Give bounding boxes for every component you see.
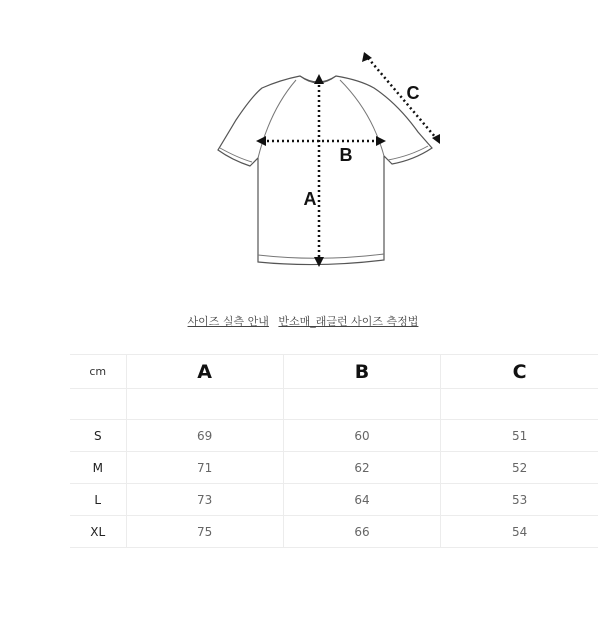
- table-row: [70, 516, 598, 548]
- value-b-cell: 60: [283, 420, 440, 452]
- spacer-cell: [441, 389, 598, 420]
- header-b: B: [283, 355, 440, 389]
- value-a-cell: 73: [126, 484, 283, 516]
- value-a-cell: 69: [126, 420, 283, 452]
- spacer-cell: [70, 389, 126, 420]
- size-table: [70, 354, 598, 548]
- raglan-tshirt-diagram: [0, 0, 606, 300]
- value-c-cell: 52: [441, 452, 598, 484]
- value-b-cell: 66: [283, 516, 440, 548]
- size-cell: L: [70, 484, 126, 516]
- value-a-cell: 75: [126, 516, 283, 548]
- table-header-row: [70, 355, 598, 389]
- spacer-cell: [126, 389, 283, 420]
- header-a: A: [126, 355, 283, 389]
- value-b-cell: 64: [283, 484, 440, 516]
- size-cell: S: [70, 420, 126, 452]
- header-c: C: [441, 355, 598, 389]
- measurement-links: [0, 313, 606, 329]
- label-c: C: [406, 83, 420, 103]
- value-c-cell: 54: [441, 516, 598, 548]
- size-cell: M: [70, 452, 126, 484]
- value-c-cell: 53: [441, 484, 598, 516]
- value-c-cell: 51: [441, 420, 598, 452]
- unit-header: cm: [70, 355, 126, 389]
- label-b: B: [339, 145, 353, 165]
- measure-a-arrow-top: [314, 74, 324, 84]
- measure-guide-link[interactable]: 사이즈 실측 안내: [187, 315, 269, 328]
- table-row: [70, 420, 598, 452]
- table-spacer-row: [70, 389, 598, 420]
- label-a: A: [303, 189, 317, 209]
- spacer-cell: [283, 389, 440, 420]
- value-a-cell: 71: [126, 452, 283, 484]
- value-b-cell: 62: [283, 452, 440, 484]
- size-cell: XL: [70, 516, 126, 548]
- table-row: [70, 484, 598, 516]
- tshirt-outline: [218, 76, 432, 265]
- measure-c-arrow-top: [362, 52, 372, 62]
- measure-method-link[interactable]: 반소매_래글런 사이즈 측정법: [278, 315, 419, 328]
- table-row: [70, 452, 598, 484]
